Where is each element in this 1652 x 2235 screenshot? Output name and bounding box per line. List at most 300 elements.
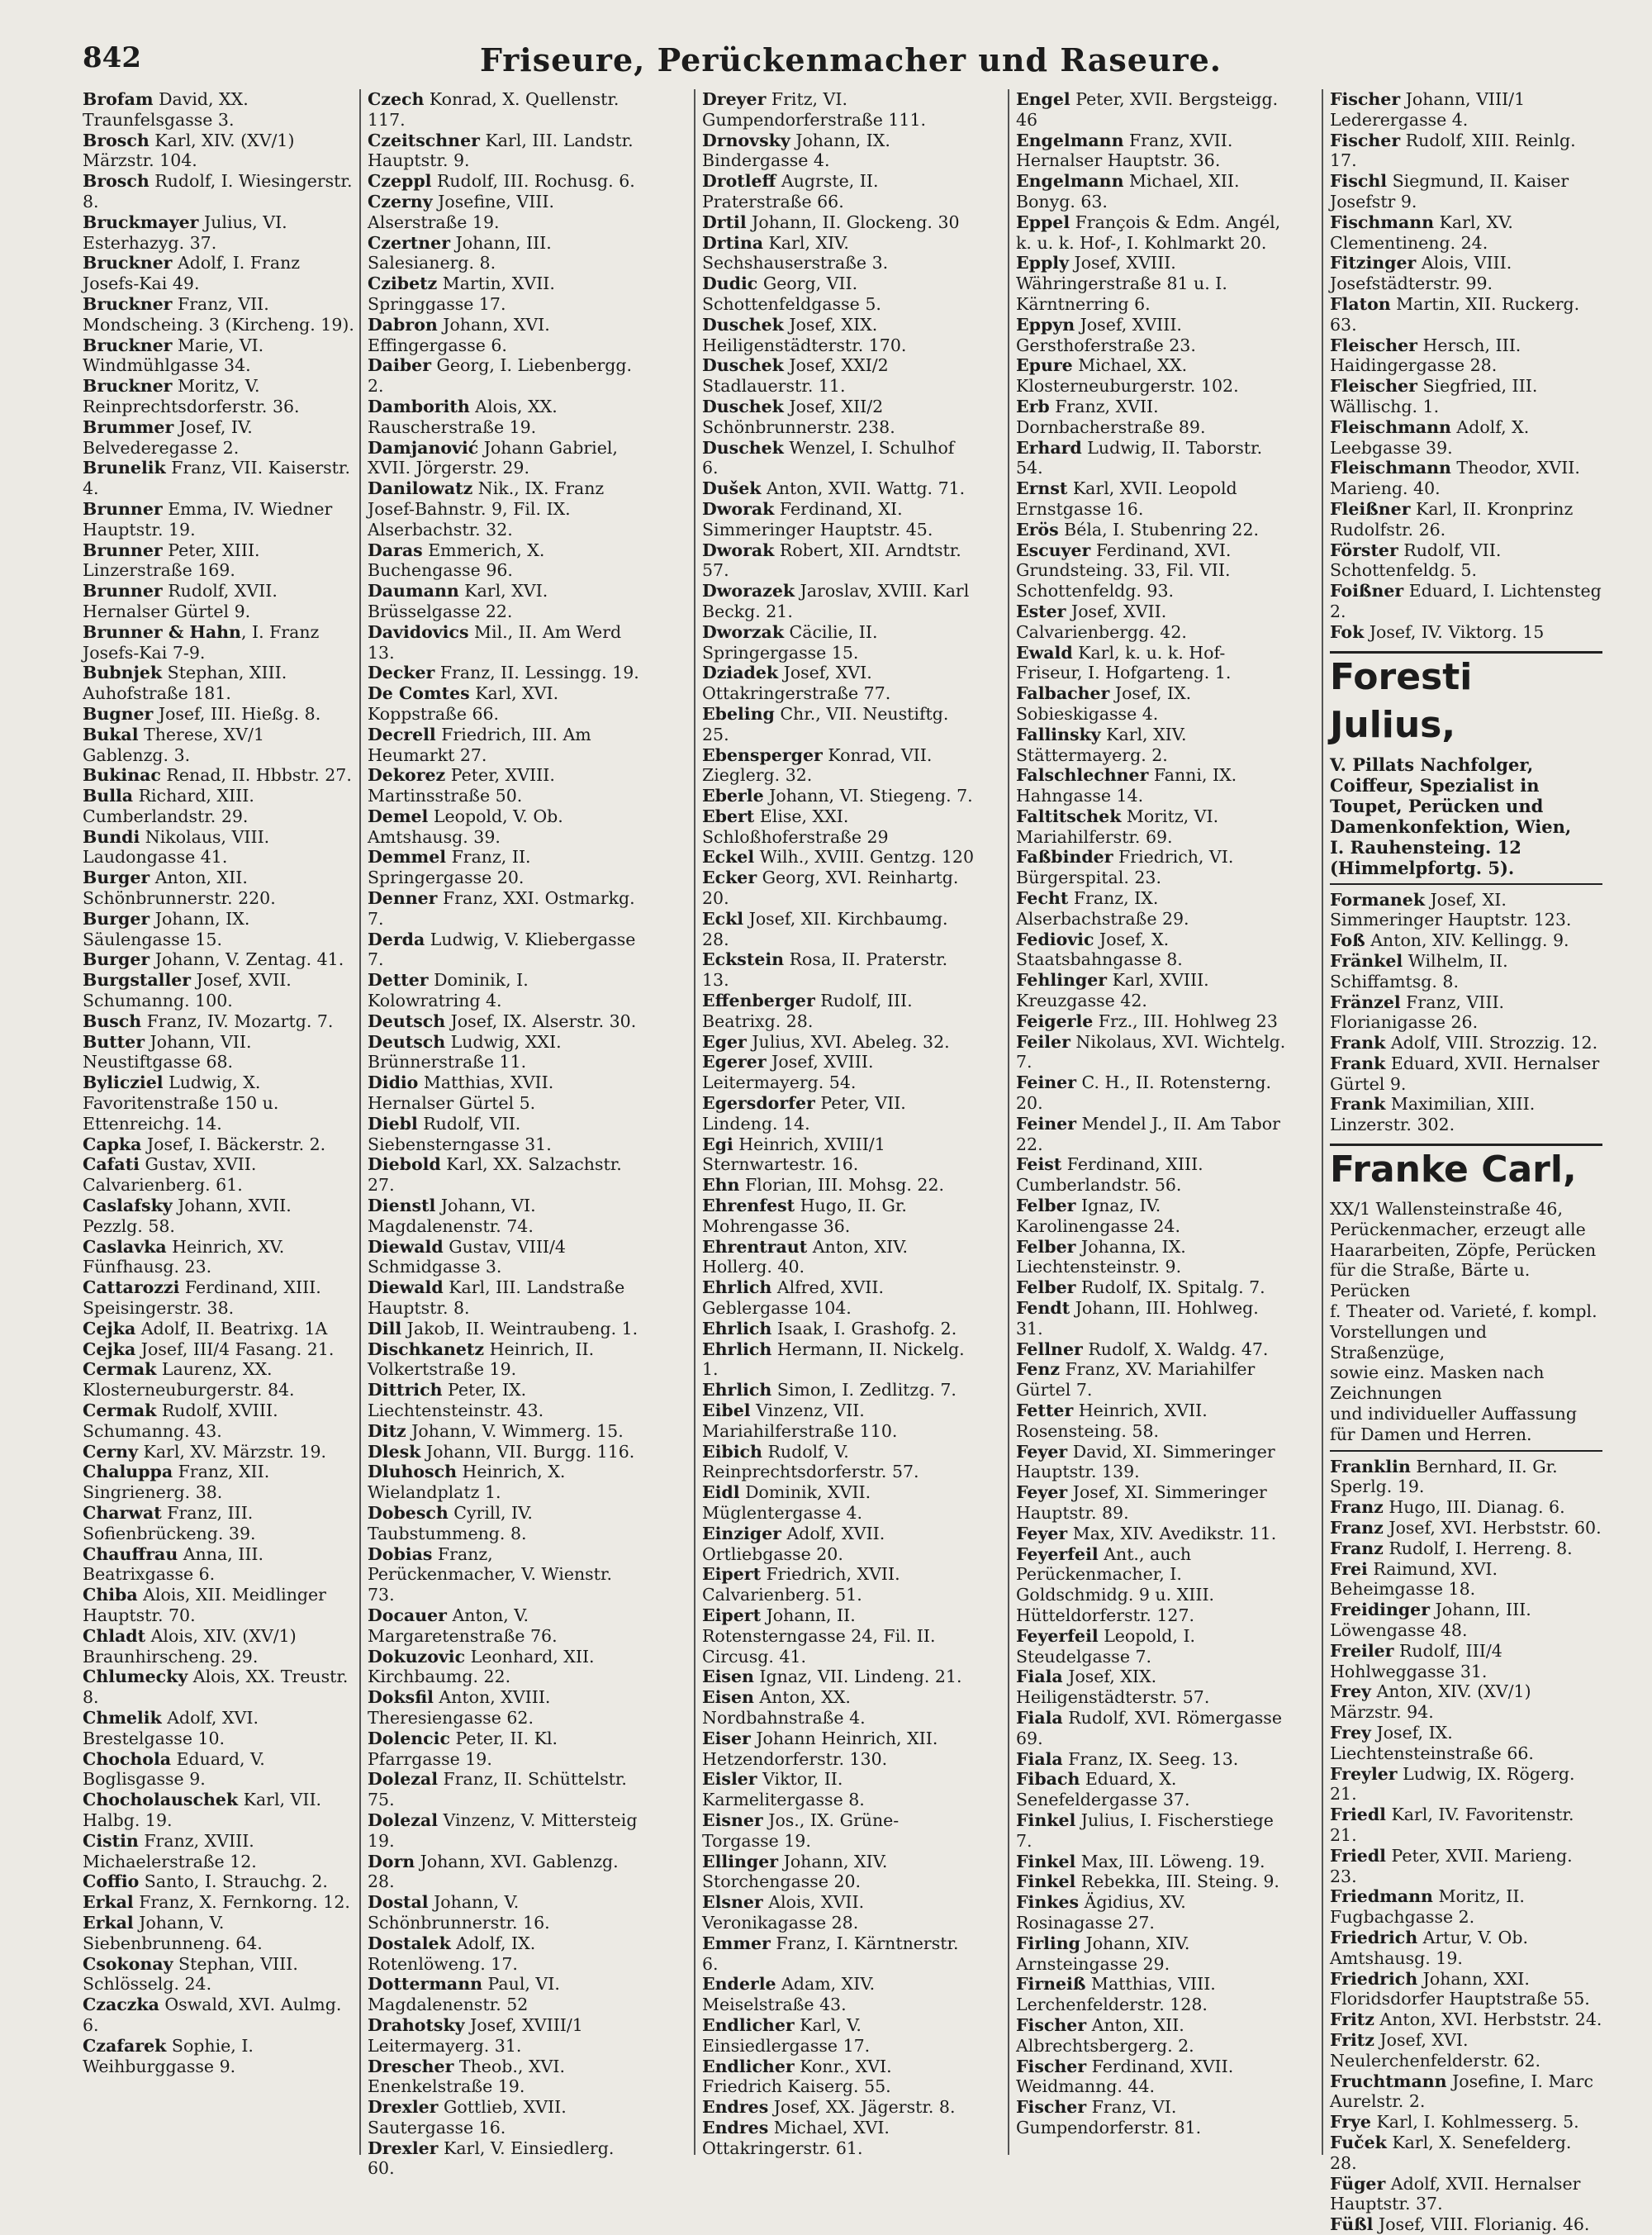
entry-details: Anton, V. Margaretenstraße 76. xyxy=(368,1605,558,1646)
entry-details: Anton, XVIII. Theresiengasse 62. xyxy=(368,1687,551,1728)
directory-entry xyxy=(1016,1237,1289,1278)
entry-details: Johann, VII. Neustiftgasse 68. xyxy=(83,1031,252,1072)
entry-name: Faltitschek xyxy=(1016,806,1122,826)
entry-name: Erkal xyxy=(83,1912,134,1933)
entry-name: Chauffrau xyxy=(83,1543,178,1564)
entry-name: Duschek xyxy=(702,396,784,416)
entry-details: Viktor, II. Karmelitergasse 8. xyxy=(702,1769,865,1810)
entry-details: , I. Franz Josefs-Kai 7-9. xyxy=(83,621,320,663)
entry-details: Marie, VI. Windmühlgasse 34. xyxy=(83,335,264,376)
entry-details: Peter, XVIII. Martinsstraße 50. xyxy=(368,765,555,806)
entry-name: Damjanović xyxy=(368,437,479,458)
directory-entry xyxy=(368,397,640,438)
directory-entry xyxy=(368,1892,640,1933)
directory-entry xyxy=(702,1667,975,1687)
entry-details: Franz, XVIII. Michaelerstraße 12. xyxy=(83,1830,257,1871)
entry-name: Feyerfeil xyxy=(1016,1543,1099,1564)
directory-entry xyxy=(1330,458,1602,499)
entry-details: Martin, XII. Ruckerg. 63. xyxy=(1330,293,1580,335)
directory-entry xyxy=(368,438,640,479)
entry-name: Capka xyxy=(83,1134,142,1154)
directory-entry xyxy=(83,970,355,1011)
entry-details: Mil., II. Am Werd 13. xyxy=(368,621,622,663)
entry-details: Johann, III. Salesianerg. 8. xyxy=(368,232,552,273)
directory-entry xyxy=(1016,1852,1289,1872)
entry-details: Anton, XX. Nordbahnstraße 4. xyxy=(702,1687,866,1728)
entry-details: Cyrill, IV. Taubstummeng. 8. xyxy=(368,1502,533,1543)
entry-details: Adam, XIV. Meiselstraße 43. xyxy=(702,1974,876,2015)
entry-name: Brunner xyxy=(83,498,163,519)
entry-name: Frank xyxy=(1330,1053,1386,1073)
advert-separator xyxy=(1330,883,1602,885)
entry-name: Eisen xyxy=(702,1667,754,1687)
entry-name: Dolencic xyxy=(368,1728,450,1748)
entry-name: Falbacher xyxy=(1016,683,1110,704)
directory-entry xyxy=(702,1605,975,1667)
entry-details: Johann, V. Wimmerg. 15. xyxy=(406,1420,624,1441)
entry-details: Johann, XVI. Gablenzg. 28. xyxy=(368,1851,619,1892)
directory-entry xyxy=(1330,2174,1602,2215)
entry-name: Franz xyxy=(1330,1497,1384,1518)
entry-name: Dischkanetz xyxy=(368,1339,485,1359)
advert-foresti-heading: Foresti Julius, xyxy=(1330,651,1602,749)
entry-details: Matthias, XVII. Hernalser Gürtel 5. xyxy=(368,1072,554,1114)
entry-details: Karl, XV. Märzstr. 19. xyxy=(137,1441,327,1462)
entry-details: Béla, I. Stubenring 22. xyxy=(1058,519,1260,540)
entry-details: Franz, VII. Mondscheing. 3 (Kircheng. 19). xyxy=(83,293,354,335)
directory-entry xyxy=(702,949,975,991)
directory-entry xyxy=(702,1482,975,1524)
column-1 xyxy=(83,89,355,2076)
entry-name: Endres xyxy=(702,2117,769,2138)
entry-details: Georg, VII. Schottenfeldgasse 5. xyxy=(702,273,881,314)
entry-name: Burger xyxy=(83,868,150,888)
entry-details: Franz, VI. Gumpendorferstr. 81. xyxy=(1016,2097,1202,2138)
entry-name: Fiala xyxy=(1016,1748,1063,1769)
advert-line: und individueller Auffassung xyxy=(1330,1404,1578,1424)
directory-entry xyxy=(1330,930,1602,951)
directory-entry xyxy=(83,458,355,499)
entry-details: Dominik, I. Kolowratring 4. xyxy=(368,970,529,1011)
directory-entry xyxy=(368,970,640,1011)
entry-name: Friedl xyxy=(1330,1805,1386,1825)
entry-details: Josef, XVIII. Gersthoferstraße 23. xyxy=(1016,314,1196,355)
entry-details: Karl, XIV. Sechshauserstraße 3. xyxy=(702,232,889,273)
directory-entry xyxy=(1330,1094,1602,1135)
entry-details: Peter, II. Kl. Pfarrgasse 19. xyxy=(368,1728,558,1769)
directory-entry xyxy=(83,335,355,377)
entry-name: Eidl xyxy=(702,1482,740,1503)
directory-entry xyxy=(1330,1764,1602,1805)
entry-name: Feyer xyxy=(1016,1482,1068,1503)
directory-entry xyxy=(702,1400,975,1442)
entry-details: Rosa, II. Praterstr. 13. xyxy=(702,949,948,991)
entry-details: Johann, XXI. Floridsdorfer Hauptstraße 55. xyxy=(1330,1968,1590,2009)
column-2 xyxy=(368,89,640,2179)
entry-details: Georg, I. Liebenbergg. 2. xyxy=(368,355,633,397)
entry-name: Friedrich xyxy=(1330,1968,1418,1989)
directory-entry xyxy=(702,233,975,274)
directory-entry xyxy=(1016,1544,1289,1626)
entry-name: Ehrentraut xyxy=(702,1236,808,1257)
directory-entry xyxy=(1016,1114,1289,1155)
entry-name: Fehlinger xyxy=(1016,970,1108,991)
entry-name: Eckstein xyxy=(702,949,785,970)
entry-name: Eckel xyxy=(702,847,755,868)
entry-name: Dolezal xyxy=(368,1809,438,1830)
entry-details: Franz, II. Springergasse 20. xyxy=(368,847,531,888)
entry-details: Josef, IX. Liechtensteinstraße 66. xyxy=(1330,1723,1534,1763)
entry-details: Moritz, V. Reinprechtsdorferstr. 36. xyxy=(83,376,300,416)
entry-details: Laurenz, XX. Klosterneuburgerstr. 84. xyxy=(83,1359,295,1400)
entry-details: Franz, III. Sofienbrückeng. 39. xyxy=(83,1502,256,1543)
directory-entry xyxy=(83,1462,355,1503)
entry-name: Demel xyxy=(368,806,429,826)
entry-details: Isaak, I. Grashofg. 2. xyxy=(771,1318,957,1339)
entry-name: Feigerle xyxy=(1016,1011,1094,1031)
directory-entry xyxy=(1330,1559,1602,1600)
entry-details: Konrad, VII. Zieglerg. 32. xyxy=(702,744,933,786)
entry-details: Josef, XII/2 Schönbrunnerstr. 238. xyxy=(702,396,895,437)
entry-name: Drnovsky xyxy=(702,130,790,150)
directory-entry xyxy=(83,540,355,582)
directory-entry xyxy=(1016,1298,1289,1339)
entry-details: François & Edm. Angél, k. u. k. Hof-, I. Kohlmarkt 20. xyxy=(1016,212,1281,253)
directory-entry xyxy=(1016,1871,1289,1892)
entry-details: Rudolf, VII. Schottenfeldg. 5. xyxy=(1330,540,1502,581)
advert-line: Damenkonfektion, Wien, xyxy=(1330,816,1572,837)
entry-details: Gustav, VIII/4 Schmidgasse 3. xyxy=(368,1236,566,1277)
directory-entry xyxy=(368,2057,640,2098)
entry-details: Ant., auch Perückenmacher, I. Goldschmidg. 9 u. XIII. Hütteldorferstr. 127. xyxy=(1016,1543,1215,1625)
column-divider xyxy=(1322,89,1323,2155)
entry-details: Alois, XVII. Veronikagasse 28. xyxy=(702,1892,865,1933)
entry-name: Davidovics xyxy=(368,621,469,642)
directory-entry xyxy=(368,930,640,971)
entry-details: Heinrich, II. Volkertstraße 19. xyxy=(368,1339,595,1380)
entry-name: Feyer xyxy=(1016,1441,1068,1462)
directory-entry xyxy=(368,1196,640,1237)
entry-details: Karl, XVIII. Kreuzgasse 42. xyxy=(1016,970,1209,1011)
entry-name: Chaluppa xyxy=(83,1462,173,1482)
directory-entry xyxy=(83,2036,355,2077)
entry-details: Karl, V. Einsiedlerg. 60. xyxy=(368,2138,615,2179)
entry-details: Rudolf, III. Beatrixg. 28. xyxy=(702,991,913,1031)
entry-name: Drexler xyxy=(368,2138,439,2158)
entry-details: David, XX. Traunfelsgasse 3. xyxy=(83,89,249,130)
entry-name: Ester xyxy=(1016,601,1066,621)
entry-name: Fischer xyxy=(1016,2056,1087,2076)
entry-details: Johann, II. Glockeng. 30 xyxy=(746,212,960,232)
entry-name: Fischer xyxy=(1330,130,1401,150)
directory-entry xyxy=(1016,1400,1289,1442)
directory-entry xyxy=(702,1380,975,1400)
entry-details: Max, XIV. Avedikstr. 11. xyxy=(1067,1523,1277,1543)
directory-entry xyxy=(1016,253,1289,314)
directory-entry xyxy=(1016,1810,1289,1852)
directory-entry xyxy=(1330,376,1602,417)
entry-name: Enderle xyxy=(702,1974,776,1995)
entry-details: Johann, XIV. Arnsteingasse 29. xyxy=(1016,1933,1190,1974)
entry-name: Fränkel xyxy=(1330,950,1403,971)
entry-details: Moritz, VI. Mariahilferstr. 69. xyxy=(1016,806,1219,847)
directory-entry xyxy=(368,1380,640,1421)
entry-details: Leopold, V. Ob. Amtshausg. 39. xyxy=(368,806,563,847)
entry-name: Duschek xyxy=(702,314,784,335)
entry-name: Finkes xyxy=(1016,1892,1080,1913)
entry-details: Frz., III. Hohlweg 23 xyxy=(1093,1011,1278,1031)
entry-name: Eberle xyxy=(702,786,764,806)
entry-name: Felber xyxy=(1016,1236,1076,1257)
entry-details: Karl, XVI. Koppstraße 66. xyxy=(368,683,559,724)
directory-entry xyxy=(368,2015,640,2057)
entry-details: Anna, III. Beatrixgasse 6. xyxy=(83,1543,264,1585)
entry-details: Franz, Perückenmacher, V. Wienstr. 73. xyxy=(368,1543,612,1605)
entry-details: Leonhard, XII. Kirchbaumg. 22. xyxy=(368,1646,595,1687)
entry-details: Anton, XII. Schönbrunnerstr. 220. xyxy=(83,868,276,909)
entry-details: Anton, XII. Albrechtsbergerg. 2. xyxy=(1016,2014,1194,2056)
entry-name: Chocholauschek xyxy=(83,1790,239,1810)
directory-entry xyxy=(702,1093,975,1134)
entry-name: Eiser xyxy=(702,1728,751,1748)
entry-name: Ditz xyxy=(368,1420,406,1441)
directory-entry xyxy=(83,1585,355,1626)
directory-entry xyxy=(368,89,640,131)
entry-details: Johann, III. Hohlweg. 31. xyxy=(1016,1298,1259,1339)
column-3 xyxy=(702,89,975,2158)
entry-name: Ehn xyxy=(702,1175,740,1196)
directory-entry xyxy=(83,171,355,212)
directory-entry xyxy=(1016,765,1289,806)
directory-entry xyxy=(368,847,640,888)
entry-details: Fanni, IX. Hahngasse 14. xyxy=(1016,765,1237,806)
directory-entry xyxy=(702,1892,975,1933)
page-number: 842 xyxy=(83,41,141,74)
directory-entry xyxy=(702,438,975,479)
entry-details: Emma, IV. Wiedner Hauptstr. 19. xyxy=(83,498,333,540)
directory-entry xyxy=(368,1072,640,1114)
entry-details: Raimund, XVI. Beheimgasse 18. xyxy=(1330,1558,1498,1600)
entry-details: Josef, III/4 Fasang. 21. xyxy=(135,1339,335,1359)
directory-entry xyxy=(83,1011,355,1032)
directory-entry xyxy=(702,499,975,540)
entry-name: Elsner xyxy=(702,1892,763,1913)
entry-name: Duschek xyxy=(702,355,784,376)
entry-name: Drtil xyxy=(702,212,747,232)
directory-entry xyxy=(83,1442,355,1462)
entry-name: Daras xyxy=(368,540,423,560)
entry-details: Rebekka, III. Steing. 9. xyxy=(1075,1871,1279,1892)
directory-entry xyxy=(702,1524,975,1565)
entry-name: Finkel xyxy=(1016,1851,1076,1871)
entry-name: Eppel xyxy=(1016,212,1070,232)
entry-name: Bruckmayer xyxy=(83,212,199,232)
entry-name: Butter xyxy=(83,1031,145,1052)
entry-name: Eipert xyxy=(702,1605,762,1625)
entry-details: Rudolf, III/4 Hohlweggasse 31. xyxy=(1330,1640,1502,1681)
directory-entry xyxy=(83,89,355,131)
directory-entry xyxy=(702,315,975,356)
entry-name: Doksfil xyxy=(368,1687,434,1708)
entry-name: Frye xyxy=(1330,2112,1371,2133)
directory-entry xyxy=(702,1729,975,1770)
directory-entry xyxy=(368,1647,640,1688)
directory-entry xyxy=(702,1052,975,1093)
directory-entry xyxy=(1016,1011,1289,1032)
entry-details: Georg, XVI. Reinhartg. 20. xyxy=(702,868,959,909)
advert-line: sowie einz. Masken nach Zeichnungen xyxy=(1330,1362,1545,1404)
entry-name: Cejka xyxy=(83,1339,136,1359)
directory-entry xyxy=(1016,1154,1289,1196)
directory-entry xyxy=(1016,1974,1289,2015)
entry-name: Formanek xyxy=(1330,889,1426,910)
entry-details: Michael, XVI. Ottakringerstr. 61. xyxy=(702,2117,890,2158)
directory-entry xyxy=(1016,1769,1289,1810)
directory-entry xyxy=(1330,1805,1602,1846)
entry-name: Fruchtmann xyxy=(1330,2071,1447,2091)
entry-details: Josef, XVI. Ottakringerstraße 77. xyxy=(702,663,891,704)
directory-entry xyxy=(1016,355,1289,397)
entry-details: Anton, XVII. Wattg. 71. xyxy=(761,478,966,499)
entry-name: Drescher xyxy=(368,2056,454,2076)
entry-name: Dottermann xyxy=(368,1974,483,1995)
directory-entry xyxy=(368,1933,640,1975)
directory-entry xyxy=(368,1729,640,1770)
entry-details: Adolf, IX. Rotenlöweng. 17. xyxy=(368,1933,536,1974)
entry-name: Fecht xyxy=(1016,888,1069,909)
directory-entry xyxy=(1016,1626,1289,1667)
advert-franke-heading: Franke Carl, xyxy=(1330,1144,1602,1194)
directory-entry xyxy=(702,581,975,622)
entry-details: Josef, IV. Viktorg. 15 xyxy=(1364,621,1545,642)
directory-entry xyxy=(83,786,355,827)
entry-name: Dluhosch xyxy=(368,1462,457,1482)
entry-details: Mendel J., II. Am Tabor 22. xyxy=(1016,1113,1280,1154)
entry-details: Karl, XVII. Leopold Ernstgasse 16. xyxy=(1016,478,1237,519)
entry-name: Fischer xyxy=(1016,2014,1087,2035)
directory-entry xyxy=(83,1667,355,1708)
entry-name: Daiber xyxy=(368,355,432,376)
entry-details: Josef, XVII. Calvarienbergg. 42. xyxy=(1016,601,1187,642)
entry-name: Eckl xyxy=(702,908,744,929)
entry-details: Artur, V. Ob. Amtshausg. 19. xyxy=(1330,1927,1528,1968)
entry-name: Brosch xyxy=(83,171,150,192)
entry-name: Eibel xyxy=(702,1400,751,1420)
advert-line: (Himmelpfortg. 5). xyxy=(1330,857,1515,878)
directory-entry xyxy=(368,1319,640,1339)
directory-entry xyxy=(368,131,640,172)
advert-line: XX/1 Wallensteinstraße 46, xyxy=(1330,1199,1563,1220)
entry-name: Füßl xyxy=(1330,2214,1374,2235)
directory-entry xyxy=(1330,581,1602,622)
entry-details: Eduard, V. Boglisgasse 9. xyxy=(83,1748,265,1790)
directory-entry xyxy=(1016,2097,1289,2138)
directory-entry xyxy=(368,806,640,848)
entry-name: Firneiß xyxy=(1016,1974,1086,1995)
entry-name: Cejka xyxy=(83,1318,136,1339)
entry-name: Ernst xyxy=(1016,478,1068,499)
directory-entry xyxy=(368,1852,640,1893)
entry-name: Feyer xyxy=(1016,1523,1068,1543)
entry-name: Diebl xyxy=(368,1113,418,1134)
entry-name: Fendt xyxy=(1016,1298,1070,1319)
entry-details: Leopold, I. Steudelgasse 7. xyxy=(1016,1625,1196,1667)
entry-details: Johann, V. Schönbrunnerstr. 16. xyxy=(368,1892,550,1933)
entry-name: Engelmann xyxy=(1016,130,1124,150)
entry-details: Martin, XVII. Springgasse 17. xyxy=(368,273,555,314)
entry-name: Füger xyxy=(1330,2173,1386,2194)
directory-entry xyxy=(1330,2071,1602,2113)
entry-details: Johanna, IX. Liechtensteinstr. 9. xyxy=(1016,1236,1186,1277)
entry-name: Dienstl xyxy=(368,1196,436,1216)
directory-entry xyxy=(83,663,355,704)
entry-details: Konr., XVI. Friedrich Kaiserg. 55. xyxy=(702,2056,892,2097)
entry-name: Bruckner xyxy=(83,376,173,397)
entry-name: Dill xyxy=(368,1318,402,1339)
entry-name: Burger xyxy=(83,949,150,970)
directory-entry xyxy=(702,1687,975,1729)
directory-entry xyxy=(368,1462,640,1503)
entry-name: Dolezal xyxy=(368,1769,438,1790)
directory-entry xyxy=(1330,89,1602,131)
entry-name: Bukal xyxy=(83,724,139,744)
advert-line: V. Pillats Nachfolger, xyxy=(1330,754,1534,775)
entry-details: Ferdinand, XVII. Weidmanng. 44. xyxy=(1016,2056,1234,2097)
entry-name: Bruckner xyxy=(83,335,173,355)
entry-details: Simon, I. Zedlitzg. 7. xyxy=(771,1380,957,1400)
entry-name: Damborith xyxy=(368,396,470,416)
entry-details: Alois, VIII. Josefstädterstr. 99. xyxy=(1330,253,1512,294)
entry-details: Alois, XX. Rauscherstraße 19. xyxy=(368,396,558,437)
entry-name: Feist xyxy=(1016,1154,1062,1175)
entry-name: Dziadek xyxy=(702,663,779,683)
entry-details: Chr., VII. Neustiftg. 25. xyxy=(702,703,949,744)
entry-details: Johann, III. Löwengasse 48. xyxy=(1330,1600,1531,1641)
entry-name: Effenberger xyxy=(702,991,815,1011)
entry-details: Adolf, II. Beatrixg. 1A xyxy=(135,1318,328,1339)
directory-entry xyxy=(368,171,640,192)
directory-entry xyxy=(1330,2009,1602,2030)
entry-details: Adolf, VIII. Strozzig. 12. xyxy=(1385,1033,1598,1053)
entry-name: Dreyer xyxy=(702,89,767,109)
entry-details: Ferdinand, XI. Simmeringer Hauptstr. 45. xyxy=(702,498,933,540)
directory-entry xyxy=(702,540,975,582)
entry-name: Fenz xyxy=(1016,1359,1061,1380)
directory-entry xyxy=(1330,540,1602,582)
entry-name: Csokonay xyxy=(83,1953,173,1974)
entries-bottom xyxy=(1330,1457,1602,2235)
entry-details: Josef, XIX. Heiligenstädterstr. 57. xyxy=(1016,1667,1210,1708)
directory-entry xyxy=(83,1032,355,1073)
entry-details: Eduard, I. Lichtensteg 2. xyxy=(1330,581,1602,621)
entry-details: Josef, XIX. Heiligenstädterstr. 170. xyxy=(702,314,907,355)
entry-details: Gustav, XVII. Calvarienberg. 61. xyxy=(83,1154,257,1196)
entry-details: Josefine, VIII. Alserstraße 19. xyxy=(368,191,555,232)
directory-entry xyxy=(1330,1497,1602,1518)
entry-name: Finkel xyxy=(1016,1871,1076,1892)
directory-entry xyxy=(83,1154,355,1196)
entry-name: Fiala xyxy=(1016,1707,1063,1728)
entry-name: Docauer xyxy=(368,1605,447,1625)
directory-entry xyxy=(702,1237,975,1278)
directory-entry xyxy=(702,2015,975,2057)
entry-details: Paul, VI. Magdalenenstr. 52 xyxy=(368,1974,560,2015)
directory-entry xyxy=(1016,1933,1289,1975)
directory-entry xyxy=(702,868,975,909)
directory-entry xyxy=(1016,131,1289,172)
directory-entry xyxy=(368,1237,640,1278)
directory-entry xyxy=(702,1810,975,1852)
